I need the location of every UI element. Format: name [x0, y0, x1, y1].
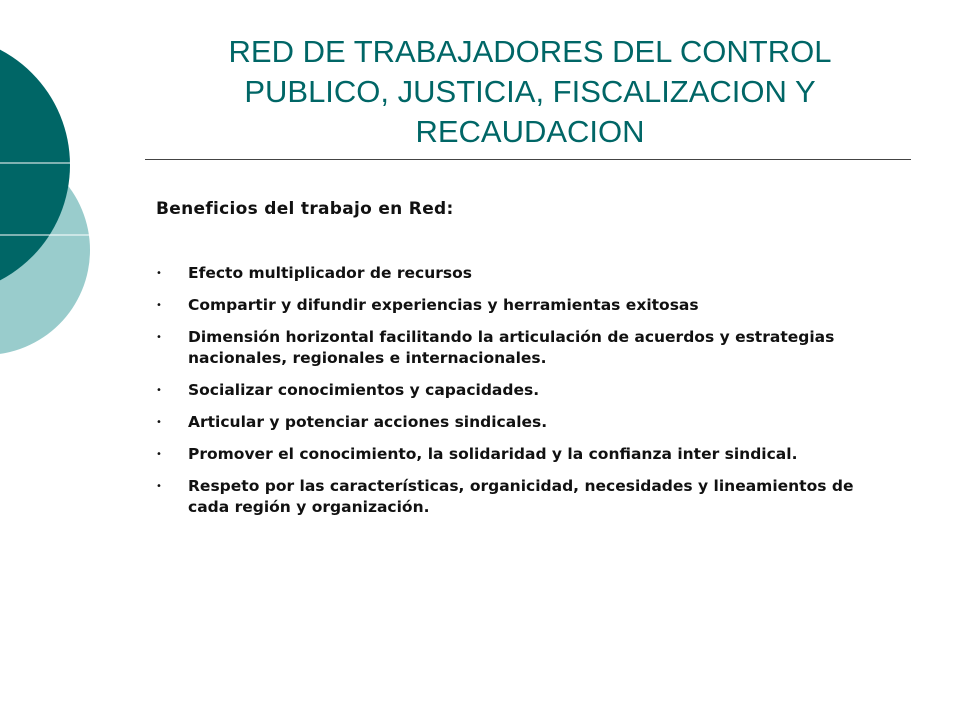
list-item [156, 476, 856, 518]
list-item-text: Socializar conocimientos y capacidades. [188, 381, 540, 399]
list-item [156, 444, 856, 465]
list-item [156, 380, 856, 401]
list-item [156, 327, 856, 369]
list-item-text: Compartir y difundir experiencias y herramientas exitosas [188, 296, 699, 314]
list-item [156, 263, 856, 284]
bullet-icon: • [156, 332, 162, 343]
bullet-icon: • [156, 481, 162, 492]
benefits-list [156, 263, 856, 529]
list-item-text: Respeto por las características, organicidad, necesidades y lineamientos de cada región y organización. [188, 477, 854, 516]
bullet-icon: • [156, 417, 162, 428]
bullet-icon: • [156, 268, 162, 279]
list-item-text: Promover el conocimiento, la solidaridad y la confianza inter sindical. [188, 445, 798, 463]
list-item-text: Dimensión horizontal facilitando la articulación de acuerdos y estrategias nacionales, regionales e internacionales. [188, 328, 835, 367]
list-item [156, 412, 856, 433]
list-item [156, 295, 856, 316]
bullet-icon: • [156, 385, 162, 396]
list-item-text: Articular y potenciar acciones sindicales. [188, 413, 548, 431]
slide-title: RED DE TRABAJADORES DEL CONTROL PUBLICO, JUSTICIA, FISCALIZACION Y RECAUDACION [228, 34, 832, 149]
decorative-circles [0, 0, 140, 400]
section-heading: Beneficios del trabajo en Red: [156, 199, 454, 219]
bullet-icon: • [156, 300, 162, 311]
bullet-icon: • [156, 449, 162, 460]
title-divider [145, 159, 911, 160]
list-item-text: Efecto multiplicador de recursos [188, 264, 472, 282]
